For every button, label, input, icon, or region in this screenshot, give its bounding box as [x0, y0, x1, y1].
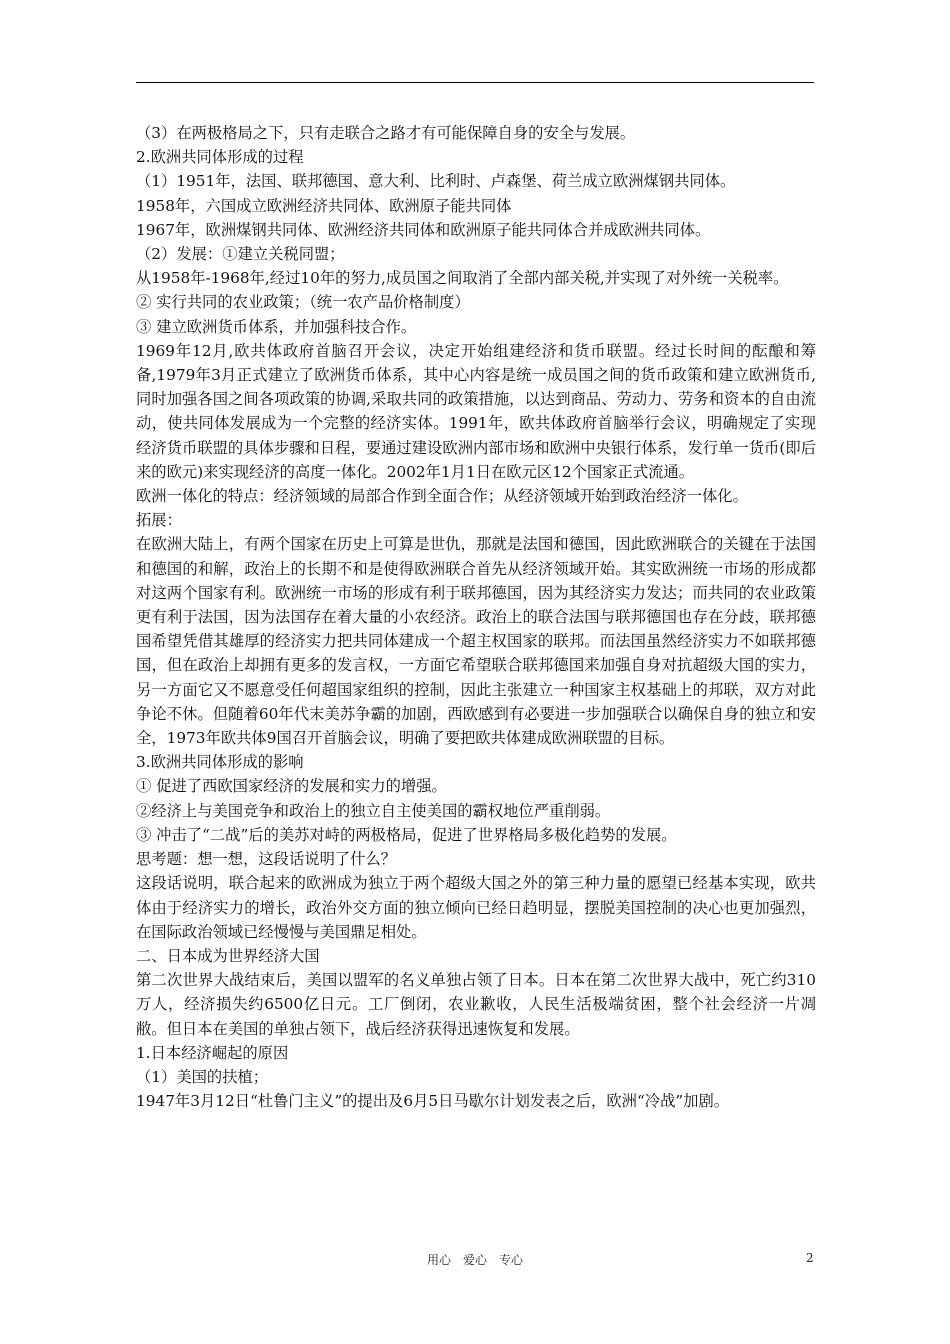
section-heading: 1.日本经济崛起的原因 [136, 1043, 289, 1062]
paragraph: ② 实行共同的农业政策；（统一农产品价格制度） [136, 293, 470, 312]
paragraph: 1969年12月,欧共体政府首脑召开会议，决定开始组建经济和货币联盟。经过长时间的酝酿和筹备,1979年3月正式建立了欧洲货币体系，其中心内容是统一成员国之间的货币政策和建立欧洲货币,同时加强各国之间各项政策的协调,采取共同的政策措施，以达到商品、劳动力、劳务和资本的自由流动，使共同体发展成为一个完整的经济实体。1991年，欧共体政府首脑举行会议，明确规定了实现经济货币联盟的具体步骤和日程，要通过建设欧洲内部市场和欧洲中央银行体系，发行单一货币(即后来的欧元)来实现经济的高度一体化。2002年1月1日在欧元区12个国家正式流通。 [136, 341, 816, 481]
paragraph: （2）发展：①建立关税同盟； [136, 245, 345, 264]
paragraph: 在欧洲大陆上，有两个国家在历史上可算是世仇，那就是法国和德国，因此欧洲联合的关键在于法国和德国的和解，政治上的长期不和是使得欧洲联合首先从经济领域开始。其实欧洲统一市场的形成都对这两个国家有利。欧洲统一市场的形成有利于联邦德国，因为其经济实力发达；而共同的农业政策更有利于法国，因为法国存在着大量的小农经济。政治上的联合法国与联邦德国也存在分歧，联邦德国希望凭借其雄厚的经济实力把共同体建成一个超主权国家的联邦。而法国虽然经济实力不如联邦德国，但在政治上却拥有更多的发言权，一方面它希望联合联邦德国来加强自身对抗超级大国的实力，另一方面它又不愿意受任何超国家组织的控制，因此主张建立一种国家主权基础上的邦联，双方对此争论不休。但随着60年代末美苏争霸的加剧，西欧感到有必要进一步加强联合以确保自身的独立和安全，1973年欧共体9国召开首脑会议，明确了要把欧共体建成欧洲联盟的目标。 [136, 535, 816, 748]
paragraph: 1958年，六国成立欧洲经济共同体、欧洲原子能共同体 [136, 196, 512, 215]
footer-motto: 用心 爱心 专心 [426, 1253, 523, 1267]
paragraph: 1967年，欧洲煤钢共同体、欧洲经济共同体和欧洲原子能共同体合并成欧洲共同体。 [136, 220, 711, 239]
section-heading: 2.欧洲共同体形成的过程 [136, 148, 304, 167]
paragraph: ① 促进了西欧国家经济的发展和实力的增强。 [136, 777, 447, 796]
paragraph: 第二次世界大战结束后，美国以盟军的名义单独占领了日本。日本在第二次世界大战中，死亡约310万人，经济损失约6500亿日元。工厂倒闭，农业歉收，人民生活极端贫困，整个社会经济一片凋敝。但日本在美国的单独占领下，战后经济获得迅速恢复和发展。 [136, 971, 816, 1038]
paragraph: ③ 建立欧洲货币体系，并加强科技合作。 [136, 317, 417, 336]
paragraph: （3）在两极格局之下，只有走联合之路才有可能保障自身的安全与发展。 [136, 124, 636, 142]
section-heading: 3.欧洲共同体形成的影响 [136, 753, 304, 772]
paragraph: 从1958年-1968年,经过10年的努力,成员国之间取消了全部内部关税,并实现了对外统一关税率。 [136, 269, 789, 288]
paragraph: 欧洲一体化的特点：经济领域的局部合作到全面合作；从经济领域开始到政治经济一体化。 [136, 487, 748, 506]
paragraph: 思考题：想一想，这段话说明了什么？ [136, 850, 397, 869]
paragraph: 这段话说明，联合起来的欧洲成为独立于两个超级大国之外的第三种力量的愿望已经基本实现，欧共体由于经济实力的增长，政治外交方面的独立倾向已经日趋明显，摆脱美国控制的决心也更加强烈，在国际政治领域已经慢慢与美国鼎足相处。 [136, 874, 816, 941]
paragraph: （1）美国的扶植； [136, 1067, 269, 1086]
paragraph: ②经济上与美国竞争和政治上的独立自主使美国的霸权地位严重削弱。 [136, 801, 611, 820]
paragraph: 1947年3月12日“杜鲁门主义”的提出及6月5日马歇尔计划发表之后，欧洲“冷战”加剧。 [136, 1092, 730, 1111]
page-number: 2 [806, 1251, 814, 1265]
document-body [136, 121, 816, 1113]
paragraph: （1）1951年，法国、联邦德国、意大利、比利时、卢森堡、荷兰成立欧洲煤钢共同体。 [136, 172, 736, 191]
section-heading: 二、日本成为世界经济大国 [136, 946, 320, 965]
header-rule [136, 82, 814, 83]
paragraph: 拓展： [136, 511, 182, 530]
paragraph: ③ 冲击了“二战”后的美苏对峙的两极格局，促进了世界格局多极化趋势的发展。 [136, 825, 677, 844]
